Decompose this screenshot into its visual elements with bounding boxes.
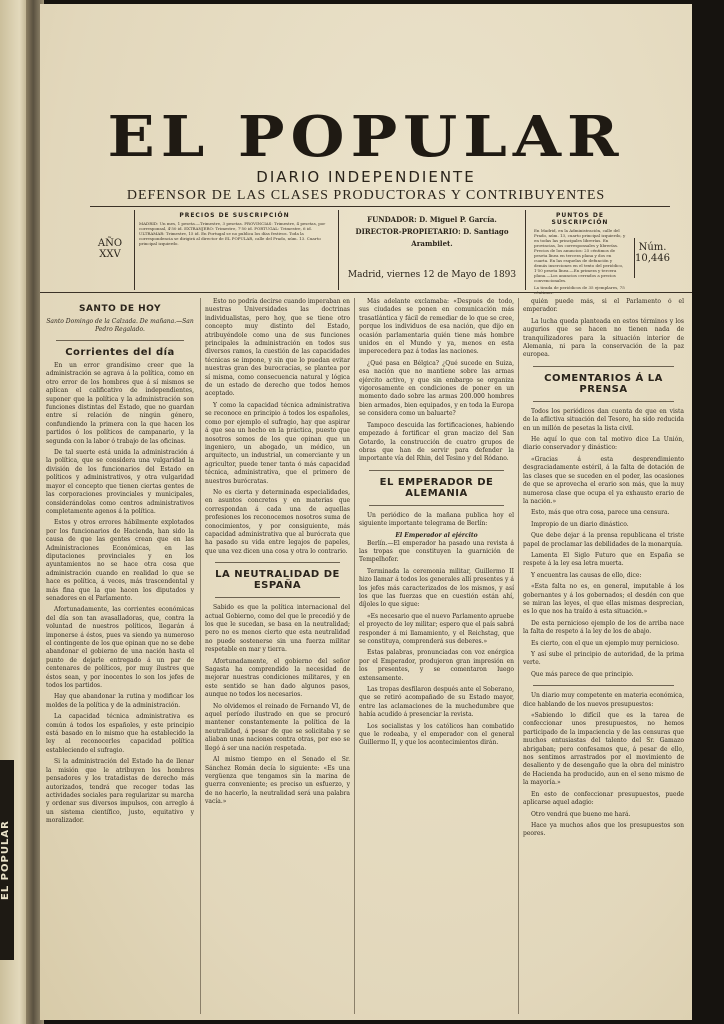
subheading: El Emperador al ejército — [395, 531, 478, 539]
paragraph: Es cierto, con el que un ejemplo muy pernicioso. — [531, 639, 680, 647]
precios-text: MADRID: Un mes, 1 peseta.—Trimestre, 3 pesetas. PROVINCIAS: Trimestre, 4 pesetas, por corresponsal, 4'50 id. EXTRANJERO: Trimestre, 7'50 id. PORTUGAL: Trimestre, 6 id. ULTRAMAR: Trimestre, 15 id. En Portugal se no publica los días festivos. Toda la correspondencia se dirigirá al director de EL POPULAR, calle del Prado, núm. 13. Cuarto principal izquierdo. — [139, 221, 326, 246]
paragraph: Al mismo tiempo en el Senado el Sr. Sánchez Román decía lo siguiente: «Es una vergüenza que tengamos sin la marina de guerra conveniente; es preciso un esfuerzo, y de no hacerlo, la neutralidad será una palabra vacía.» — [205, 756, 350, 806]
paragraph: Otro vendrá que bueno me hará. — [531, 810, 631, 818]
paragraph: Que más parece de que principio. — [531, 670, 634, 678]
paragraph: Afortunadamente, el gobierno del señor Sagasta ha comprendido la necesidad de mejorar nuestras condiciones militares, y en este sentido se han dado algunos pasos, aunque no todos los necesarios. — [205, 657, 350, 699]
top-rule — [90, 206, 670, 207]
director: DIRECTOR-PROPIETARIO: D. Santiago Arambilet. — [355, 227, 509, 248]
spine-label: EL POPULAR — [0, 760, 14, 960]
paragraph: «Es necesario que el nuevo Parlamento apruebe el proyecto de ley militar; espero que el país sabrá responder á mi llamamiento, y el Reichstag, que se constituya, comprenderá sus deberes.» — [359, 612, 514, 645]
paragraph: En esto de confeccionar presupuestos, puede aplicarse aquel adagio: — [523, 790, 684, 807]
masthead-title: EL POPULAR — [107, 103, 625, 170]
divider — [533, 685, 674, 686]
paragraph: Y encuentra las causas de ello, dice: — [531, 571, 642, 579]
paragraph: Afortunadamente, las corrientes económicas del día son tan avasalladoras, que, contra la voluntad de nuestros políticos, llegarán á imponerse á éstos, pues va siendo ya numeroso el contingente de los que opinan que no se debe abandonar el gobierno de una nación hasta el punto de dejarle entregado á un par de centenares de políticos, por muy ilustres que éstos sean, y por inocentes lo son los jefes de todos los partidos. — [46, 606, 194, 690]
paragraph: Esto no podría decirse cuando imperaban en nuestras Universidades las doctrinas individualistas, pero hoy, que se tiene otro concepto muy distinto del Estado, atribuyéndole como una de sus funciones principales la administración en todos sus diversos ramos, la cuestión de las capacidades técnicas se impone, y sin que lo puedan evitar nuestras gran des burocracias, se plantea por sí misma, como consecuencia natural y lógica de un estado de derecho que todos hemos aceptado. — [205, 298, 350, 398]
divider — [369, 505, 504, 506]
article-heading: LA NEUTRALIDAD DE ESPAÑA — [215, 569, 340, 592]
paragraph: Impropio de un diario dinástico. — [531, 520, 629, 528]
paragraph: Más adelante exclamaba: «Después de todo, sus ciudades se ponen en comunicación más trasatlántica y fácil de remediar de lo que se cree, porque los individuos de esa nación, que dijo en ocasión parlamentaria quién tiene más hombre unidos en el Mundo y ya, menos en esta imperecedera paz á todas las naciones. — [359, 298, 514, 356]
subscription-points — [530, 210, 630, 290]
paragraph: Si la administración del Estado ha de llenar la misión que le atribuyen los hombres pensadores y los tratadistas de derecho más autorizados, tendrá que recoger todas las actividades sociales para regularizar su marcha y ordenar sus diversos impulsos, con arreglo á un sistema científico, justo, equitativo y moralizador. — [46, 758, 194, 825]
article-heading: Corrientes del día — [65, 347, 175, 358]
issue-number: Núm. 10,446 — [634, 238, 670, 278]
paragraph: Hay que abandonar la rutina y modificar los moldes de la política y de la administración. — [46, 693, 194, 709]
paragraph: Un diario muy competente en materia económica, dice hablando de los nuevos presupuestos: — [523, 692, 684, 708]
puntos-text: En Madrid, en la Administración, calle del Prado, núm. 13, cuarto principal izquierdo, y en todas las principales librerías. En provincias, los corresponsales y librerías. Precios de los anuncios: 25 céntimos de peseta línea en tercera plana y dos en cuarta. En las esquelas de defunción y demás inserciones en el texto del periódico, 1'50 peseta línea.—En primera y tercera plana.—Los anuncios cerrados a precios convencionales. — [534, 228, 626, 283]
divider — [215, 562, 340, 563]
article-heading: COMENTARIOS Á LA PRENSA — [544, 372, 663, 395]
divider — [533, 366, 674, 367]
column-2 — [200, 298, 350, 1014]
paragraph: En un error grandísimo creer que la administración se agrava á la política, como en otro error de los hombres que á sí mismos se aplican el calificativo de independientes, suponer que la política y la administración son funciones distintas del Estado, que no guardan entre sí relación de ningún género, confundiendo la primera con la que hacen los partidos ó los políticos de campanario, y la segunda con la labor ó trabajo de las oficinas. — [46, 362, 194, 445]
masthead-tagline: DEFENSOR DE LAS CLASES PRODUCTORAS Y CONTRIBUYENTES — [126, 188, 606, 203]
paragraph: No olvidemos el reinado de Fernando VI, de aquel período ilustrado en que se procuró mantener constantemente la política de la neutralidad, á pesar de que se solicitaba y se aliaban unas naciones contra otras, por eso se llegó á ser una nación respetada. — [205, 702, 350, 752]
paragraph: He aquí lo que con tal motivo dice La Unión, diario conservador y dinástico: — [523, 436, 684, 452]
paragraph: La capacidad técnica administrativa es común á todos los españoles, y este principio está basado en lo mismo que ha establecido la ley al reconocerles capacidad política estableciendo el sufragio. — [46, 713, 194, 754]
paragraph: Los socialistas y los católicos han combatido que le rodeaba, y el emperador con el general Guillermo II, y que los acontecimientos dirán. — [359, 722, 514, 747]
paragraph: No es cierta y determinada especialidades, en asuntos concretos y en materias que correspondan á cada una de aquellas profesiones los reconocemos nosotros suma de conocimientos, y por consiguiente, más capacidad administrativa que al burócrata que ha pasado su vida entre legajos de papeles, que una vez dicen una cosa y otra lo contrario. — [205, 488, 350, 555]
issue-date: Madrid, viernes 12 de Mayo de 1893 — [347, 270, 517, 280]
column-top-rule — [40, 292, 692, 293]
paragraph: De tal suerte está unida la administración á la política, que se considera una vulgaridad la división de los funcionarios del Estado en políticos y administrativos, y otra vulgaridad mayor el concepto que tienen ciertas gentes de las corporaciones provinciales y municipales, considerándolas como centros administrativos completamente agenos á la política. — [46, 449, 194, 515]
masthead-subtitle: DIARIO INDEPENDIENTE — [256, 168, 476, 186]
divider — [533, 401, 674, 402]
divider — [215, 597, 340, 598]
paragraph: Las tropas desfilaron después ante el Soberano, que se retiró acompañado de su Estado mayor, entre las aclamaciones de la muchedumbre que había acudido á presenciar la revista. — [359, 686, 514, 719]
paragraph: Berlín.—El emperador ha pasado una revista á las tropas que constituyen la guarnición de Tempelhofer. — [359, 539, 514, 564]
puntos-footer: La tirada de periódicos de 35 ejemplares, 75 — [534, 285, 625, 290]
paragraph: «Gracias á esta desprendimiento desgraciadamente estéril, á la falta de dotación de las clases que se suceden en el poder, las ocasiones de que se aprovecha el erario son más, que la muy numerosa clase que ocupa el ya exhausto erario de la nación.» — [523, 455, 684, 505]
column-3 — [354, 298, 514, 1014]
paragraph: Un periódico de la mañana publica hoy el siguiente importante telegrama de Berlín: — [359, 511, 514, 528]
info-bar — [90, 210, 670, 290]
divider — [369, 470, 504, 471]
paragraph: quién puede más, si el Parlamento ó el emperador. — [523, 298, 684, 314]
paragraph: Que debe dejar á la prensa republicana el triste papel de proclamar las debilidades de la monarquía. — [523, 532, 684, 548]
precios-title: PRECIOS DE SUSCRIPCIÓN — [179, 212, 290, 219]
paragraph: Tampoco descuida las fortificaciones, habiendo empezado á fortificar el gran macizo del San Gotardo, la construcción de cuatro grupos de obras que han de servir para defender la importante vía del Rhin, del Tesino y del Ródano. — [359, 421, 514, 463]
santo-heading: SANTO DE HOY — [78, 304, 162, 314]
puntos-title: PUNTOS DE SUSCRIPCIÓN — [551, 212, 609, 226]
paragraph: Sabido es que la política internacional del actual Gobierno, como del que le precedió y de los que le sucedan, se basa en la neutralidad; pero no es menos cierto que esta neutralidad no puede sostenerse sin una fuerza militar respetable en mar y tierra. — [205, 604, 350, 654]
volume-year: AÑO XXV — [97, 238, 123, 260]
paragraph: Estos y otros errores hábilmente explotados por los funcionarios de Hacienda, han sido la causa de que las gentes crean que en las Administraciones Económicas, en las diputaciones provinciales y en los ayuntamientos no se hace otra cosa que administración cuando en realidad lo que se hace es política, á veces, más trascendental y más fina que la que hacen los diputados y senadores en el Parlamento. — [46, 519, 194, 602]
paragraph: ¿Qué pasa en Bélgica? ¿Qué sucede en Suiza, esa nación que no mantiene sobre las armas ejército activo, y que sin embargo se organiza vigorosamente en condiciones de poner en un momento dado sobre las armas 200.000 hombres bien armados, bien equipados, y en toda la Europa se considera como un baluarte? — [359, 359, 514, 418]
paragraph: «Sabiendo lo difícil que es la tarea de confeccionar unos presupuestos, no hemos participado de la impaciencia y de las censuras que muchos entusiastas del talento del Sr. Gamazo abrigaban; pero confesamos que, á pesar de ello, nos sentimos arrastrados por el movimiento de desaliento y de desengaño que la obra del ministro de Hacienda ha producido, aun en el seno mismo de la mayoría.» — [523, 712, 684, 787]
paragraph: Terminada la ceremonia militar, Guillermo II hizo llamar á todos los generales allí presentes y á los jefes más caracterizados de los mismos, y así los que las fuerzas que en cuestión están ahí, díjoles lo que sigue: — [359, 567, 514, 609]
newspaper-page — [40, 4, 692, 1020]
divider — [56, 340, 184, 341]
paragraph: Y como la capacidad técnica administrativa se reconoce en principio á todos los españoles, como por ejemplo el sufragio, hay que aspirar á que sea un hecho en la práctica, puesto que nosotros somos de los que opinan que un ingeniero, un abogado, un médico, un arquitecto, un industrial, un comerciante y un agricultor, puede tener tanta ó más capacidad técnica, administrativa, que el primero de nuestros burócratas. — [205, 401, 350, 485]
santo-text: Santo Domingo de la Calzada. De mañana.—San Pedro Regalado. — [46, 318, 194, 333]
paragraph: Esto, más que otra cosa, parece una censura. — [531, 509, 670, 517]
paragraph: La lucha queda planteada en estos términos y los augurios que se hacen no tienen nada de tranquilizadores para la situación interior de Alemania, ni para la conservación de la paz europea. — [523, 317, 684, 359]
paragraph: Todos los periódicos dan cuenta de que en vista de la aflictiva situación del Tesoro, ha sido reducida en un millón de pesetas la lista civil. — [523, 407, 684, 432]
paragraph: Hace ya muchos años que los presupuestos son peores. — [523, 821, 684, 838]
founder: FUNDADOR: D. Miguel P. García. — [367, 215, 497, 224]
subscription-prices — [134, 210, 334, 290]
paragraph: De esta pernicioso ejemplo de los de arriba nace la falta de respeto á la ley de los de abajo. — [523, 619, 684, 636]
paragraph: Y así sube el principio de autoridad, de la prima verte. — [523, 651, 684, 667]
editorial-info — [338, 210, 526, 290]
paragraph: Lamenta El Siglo Futuro que en España se respete á la ley esa letra muerta. — [523, 551, 684, 568]
paragraph: Estas palabras, pronunciadas con voz enérgica por el Emperador, produjeron gran impresión en los presentes, y se comentaron luego extensamente. — [359, 649, 514, 682]
column-4 — [518, 298, 684, 1014]
column-1 — [46, 298, 194, 1014]
paragraph: «Esta falta no es, en general, imputable á los gobernantes y á los gobernados; el desdén con que se miran las leyes, el que ellas mismas desprecian, es lo que nos ha traído á esta situación.» — [523, 583, 684, 616]
article-heading: EL EMPERADOR DE ALEMANIA — [379, 476, 494, 499]
